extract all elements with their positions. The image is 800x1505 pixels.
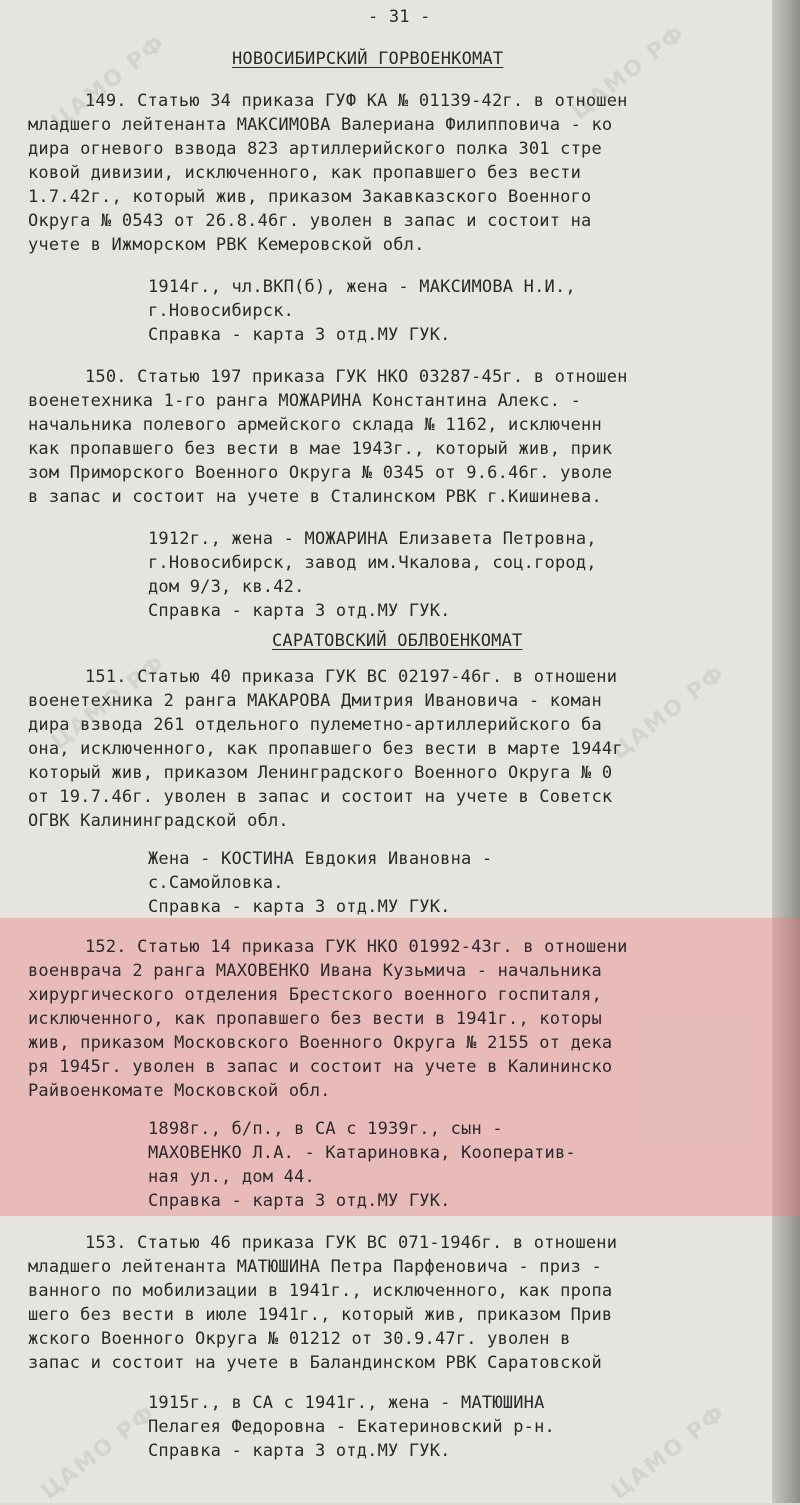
entry-text-line: в запас и состоит на учете в Сталинском РВК г.Кишинева. [28,487,602,507]
page-edge [772,0,800,1503]
entry-text-line: 152. Статью 14 приказа ГУК НКО 01992-43г. в отношени [85,937,628,957]
entry-text-line: она, исключенного, как пропавшего без вести в марте 1944г [28,739,623,759]
entry-detail-line: дом 9/3, кв.42. [148,577,305,597]
section-heading: НОВОСИБИРСКИЙ ГОРВОЕНКОМАТ [232,49,504,69]
entry-detail-line: Справка - карта 3 отд.МУ ГУК. [148,897,451,917]
entry-text-line: 1.7.42г., который жив, приказом Закавказского Военного [28,187,592,207]
entry-detail-line: 1915г., в СА с 1941г., жена - МАТЮШИНА [148,1393,545,1413]
entry-text-line: ОГВК Калининградской обл. [28,811,289,831]
entry-text-line: который жив, приказом Ленинградского Военного Округа № 0 [28,763,613,783]
watermark: ЦАМО РФ [606,660,731,765]
entry-text-line: ванного по мобилизации в 1941г., исключенного, как пропа [28,1281,613,1301]
entry-detail-line: 1898г., б/п., в СА с 1939г., сын - [148,1119,503,1139]
entry-text-line: жского Военного Округа № 01212 от 30.9.47г. уволен в [28,1329,571,1349]
entry-text-line: 150. Статью 197 приказа ГУК НКО 03287-45г. в отношен [85,367,628,387]
entry-text-line: зом Приморского Военного Округа № 0345 от 9.6.46г. уволе [28,463,613,483]
entry-text-line: дира огневого взвода 823 артиллерийского полка 301 стре [28,139,602,159]
entry-text-line: ковой дивизии, исключенного, как пропавшего без вести [28,163,582,183]
entry-text-line: шего без вести в июле 1941г., который жив, приказом Прив [28,1305,613,1325]
entry-detail-line: г.Новосибирск, завод им.Чкалова, соц.город, [148,553,597,573]
entry-text-line: начальника полевого армейского склада № 1162, исключенн [28,415,602,435]
entry-text-line: военврача 2 ранга МАХОВЕНКО Ивана Кузьмича - начальника [28,961,602,981]
section-heading: САРАТОВСКИЙ ОБЛВОЕНКОМАТ [272,631,523,651]
entry-text-line: младшего лейтенанта МАТЮШИНА Петра Парфеновича - приз - [28,1257,602,1277]
page-number: - 31 - [368,7,431,27]
entry-text-line: военетехника 2 ранга МАКАРОВА Дмитрия Ивановича - коман [28,691,602,711]
entry-detail-line: 1912г., жена - МОЖАРИНА Елизавета Петровна, [148,529,597,549]
entry-text-line: 153. Статью 46 приказа ГУК ВС 071-1946г. в отношени [85,1233,618,1253]
entry-text-line: как пропавшего без вести в мае 1943г., который жив, прик [28,439,613,459]
entry-detail-line: Справка - карта 3 отд.МУ ГУК. [148,1441,451,1461]
entry-detail-line: с.Самойловка. [148,873,284,893]
entry-text-line: младшего лейтенанта МАКСИМОВА Валериана Филипповича - ко [28,115,613,135]
entry-detail-line: Справка - карта 3 отд.МУ ГУК. [148,601,451,621]
entry-detail-line: Справка - карта 3 отд.МУ ГУК. [148,1191,451,1211]
entry-detail-line: г.Новосибирск. [148,301,295,321]
watermark: ЦАМО РФ [46,650,171,755]
entry-text-line: дира взвода 261 отдельного пулеметно-артиллерийского ба [28,715,602,735]
entry-detail-line: Пелагея Федоровна - Екатериновский р-н. [148,1417,555,1437]
watermark: ЦАМО РФ [36,1400,161,1505]
entry-detail-line: Жена - КОСТИНА Евдокия Ивановна - [148,849,493,869]
watermark: ЦАМО РФ [606,1400,731,1505]
watermark: ЦАМО РФ [566,20,691,125]
entry-detail-line: 1914г., чл.ВКП(б), жена - МАКСИМОВА Н.И., [148,277,576,297]
entry-text-line: учете в Ижморском РВК Кемеровской обл. [28,235,425,255]
entry-text-line: 149. Статью 34 приказа ГУФ КА № 01139-42г. в отношен [85,91,628,111]
entry-text-line: Округа № 0543 от 26.8.46г. уволен в запас и состоит на [28,211,592,231]
entry-text-line: Райвоенкомате Московской обл. [28,1081,331,1101]
entry-detail-line: ная ул., дом 44. [148,1167,315,1187]
entry-text-line: от 19.7.46г. уволен в запас и состоит на учете в Советск [28,787,613,807]
entry-text-line: запас и состоит на учете в Баландинском РВК Саратовской [28,1353,602,1373]
entry-text-line: 151. Статью 40 приказа ГУК ВС 02197-46г. в отношени [85,667,618,687]
entry-detail-line: МАХОВЕНКО Л.А. - Катариновка, Кооператив- [148,1143,576,1163]
entry-text-line: исключенного, как пропавшего без вести в 1941г., которы [28,1009,602,1029]
entry-detail-line: Справка - карта 3 отд.МУ ГУК. [148,325,451,345]
entry-text-line: жив, приказом Московского Военного Округа № 2155 от дека [28,1033,613,1053]
entry-text-line: хирургического отделения Брестского военного госпиталя, [28,985,602,1005]
entry-text-line: военетехника 1-го ранга МОЖАРИНА Константина Алекс. - [28,391,582,411]
watermark: ЦАМО РФ [46,30,171,135]
entry-text-line: ря 1945г. уволен в запас и состоит на учете в Калининско [28,1057,613,1077]
